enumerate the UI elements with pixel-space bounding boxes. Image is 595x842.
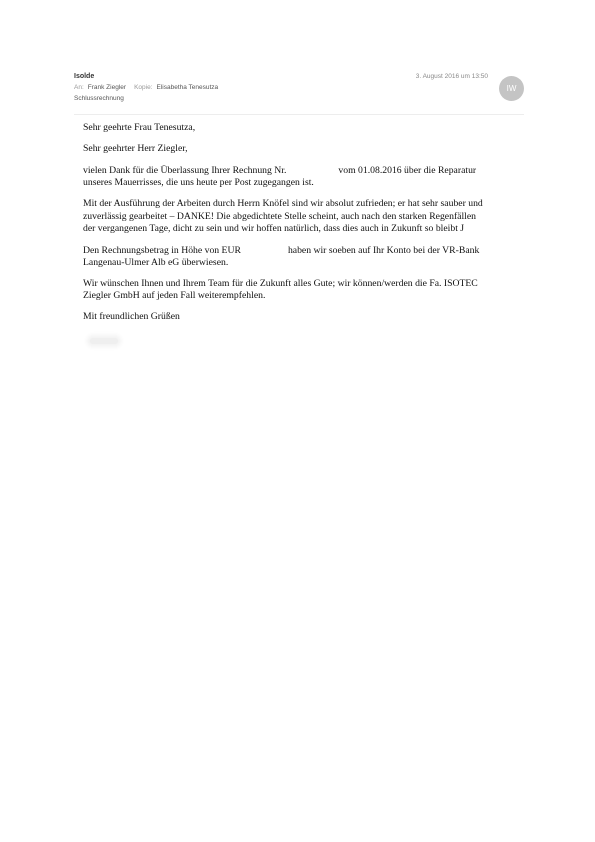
avatar: IW: [499, 76, 524, 101]
body-text: Wir wünschen Ihnen und Ihrem Team für die Zukunft alles Gute; wir können/werden die Fa. ISOTEC: [83, 278, 478, 290]
body-text: unseres Mauerrisses, die uns heute per Post zugegangen ist.: [83, 177, 314, 189]
body-text: zuverlässig gearbeitet – DANKE! Die abgedichtete Stelle scheint, auch nach den starken Regenfällen: [83, 210, 476, 222]
recipients-line: [74, 84, 218, 91]
greeting-line: Sehr geehrter Herr Ziegler,: [83, 142, 188, 154]
body-paragraph: [83, 164, 523, 190]
body-text: Den Rechnungsbetrag in Höhe von EUR: [83, 244, 241, 256]
sent-date: 3. August 2016 um 13:50: [415, 73, 488, 80]
body-paragraph: [83, 278, 523, 303]
body-text: haben wir soeben auf Ihr Konto bei der VR-Bank: [287, 244, 480, 256]
closing-line: Mit freundlichen Grüßen: [83, 311, 180, 323]
subject-line: Schlussrechnung: [74, 95, 124, 102]
body-text: Ziegler GmbH auf jeden Fall weiterempfehlen.: [83, 290, 266, 302]
sender-name: Isolde: [74, 73, 95, 80]
body-text: vielen Dank für die Überlassung Ihrer Rechnung Nr.: [83, 164, 287, 176]
blurred-signature: [90, 338, 118, 344]
body-text: vom 01.08.2016 über die Reparatur: [338, 164, 477, 176]
body-text: Langenau-Ulmer Alb eG überwiesen.: [83, 257, 229, 269]
to-recipient[interactable]: Frank Ziegler: [87, 84, 127, 91]
body-paragraph: [83, 244, 523, 270]
to-label: An:: [74, 84, 84, 91]
body-paragraph: [83, 198, 523, 235]
redacted-invoice-number: [286, 164, 338, 174]
body-text: Mit der Ausführung der Arbeiten durch Herrn Knöfel sind wir absolut zufrieden; er hat sehr sauber und: [83, 198, 483, 210]
greeting-line: Sehr geehrte Frau Tenesutza,: [83, 122, 196, 133]
mail-header: [74, 70, 524, 115]
body-text: der vergangenen Tage, dicht zu sein und wir hoffen natürlich, dass dies auch in Zukunft so bleibt J: [83, 222, 465, 234]
redacted-amount: [241, 244, 288, 254]
cc-label: Kopie:: [134, 84, 153, 91]
message-body: [83, 122, 523, 332]
cc-recipient[interactable]: Elisabetha Tenesutza: [156, 84, 219, 91]
